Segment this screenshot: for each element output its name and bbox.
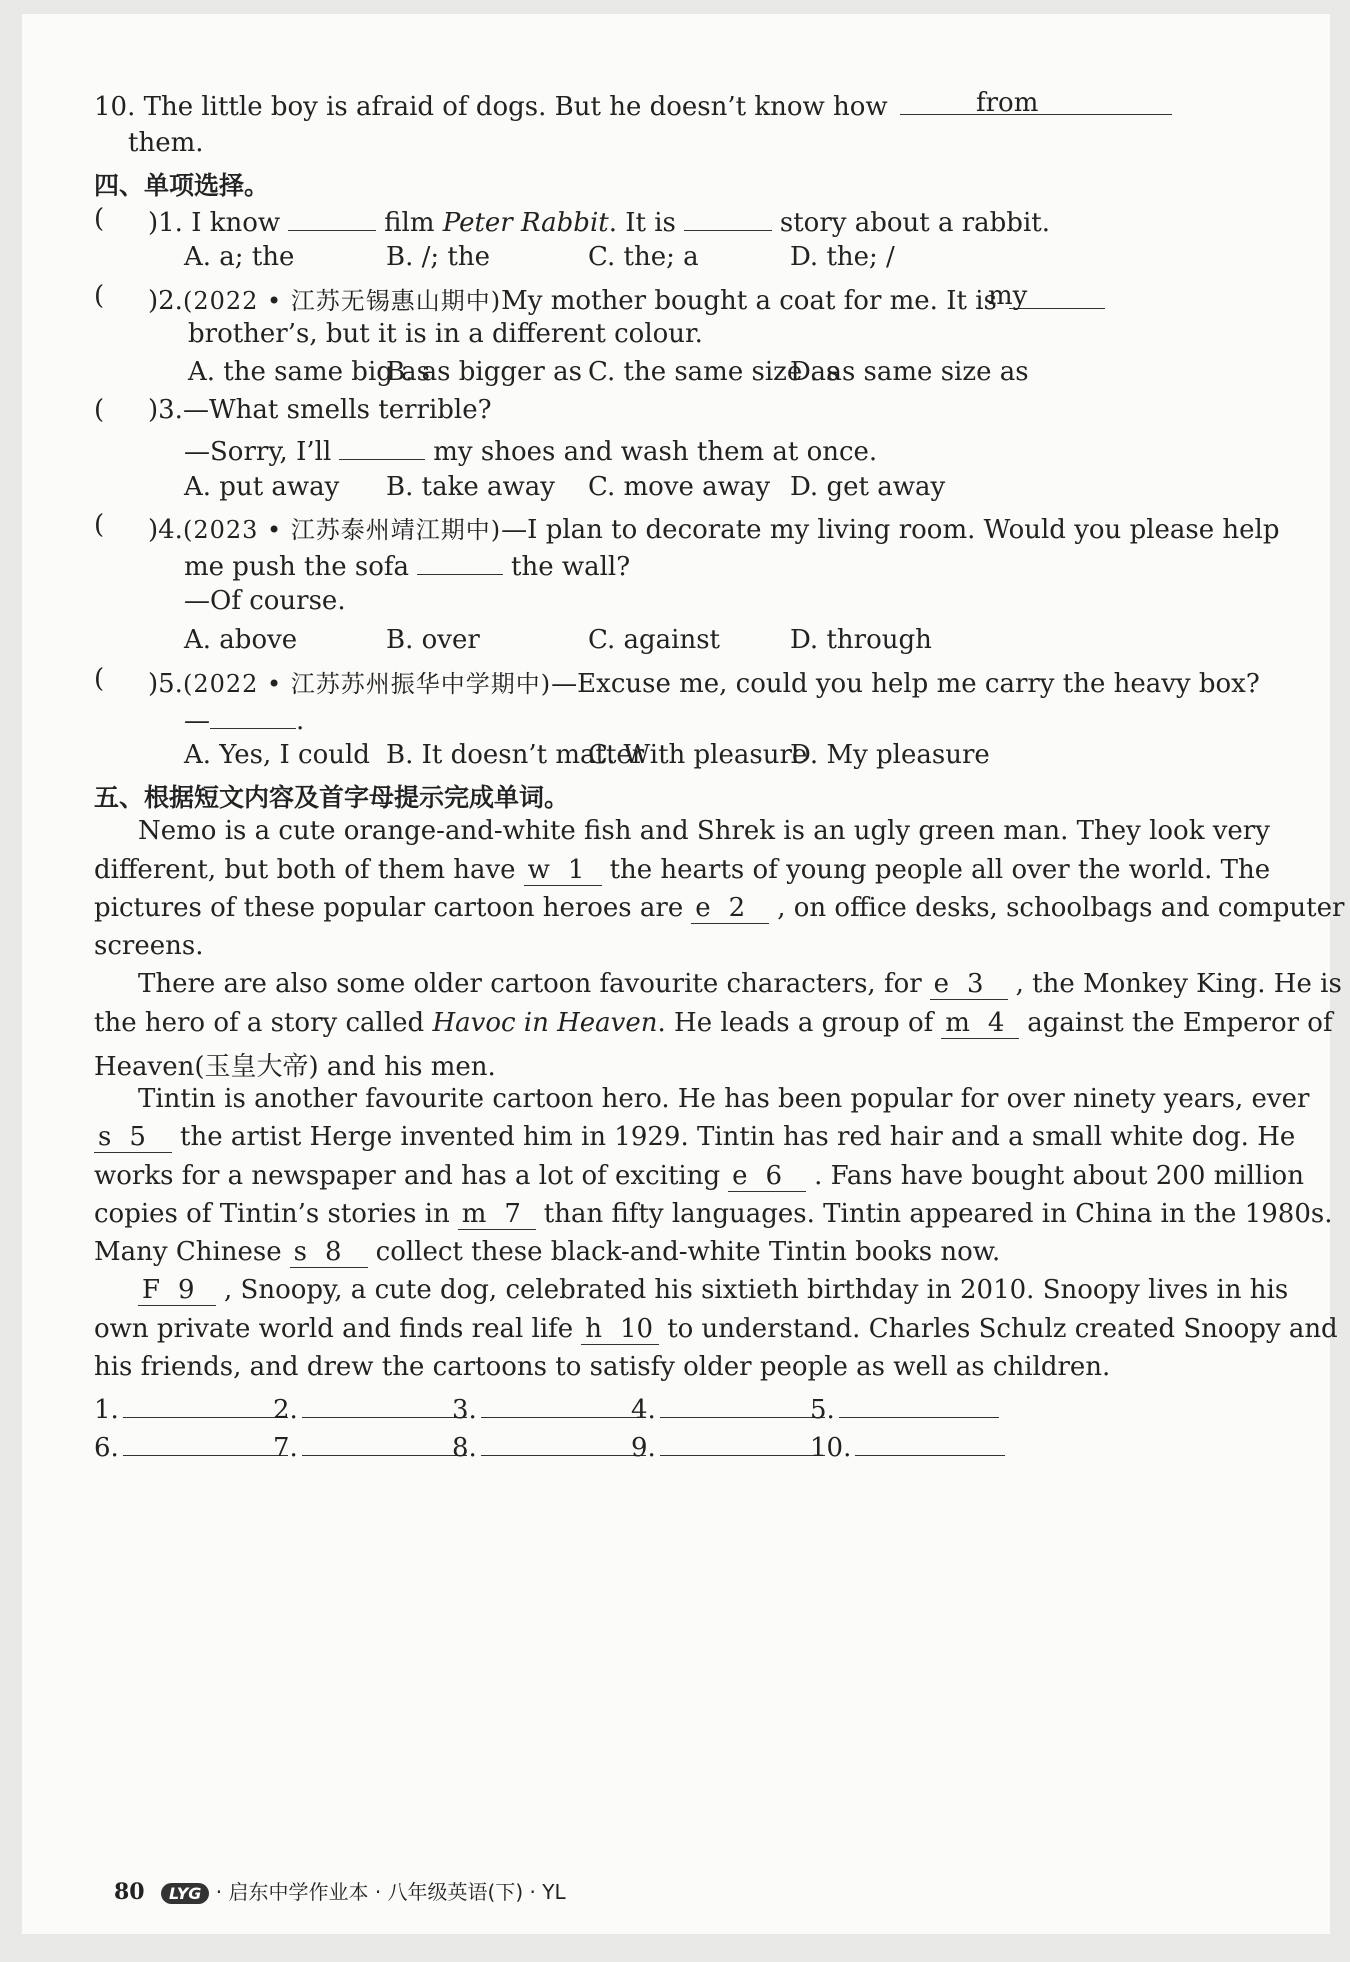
- q2-source: (2022 • 江苏无锡惠山期中): [182, 287, 502, 315]
- page-footer: [114, 1876, 566, 1905]
- answer-2[interactable]: 2.: [273, 1391, 467, 1425]
- p3-line-4: copies of Tintin’s stories in m 7 than fifty languages. Tintin appeared in China in the 1980s.: [94, 1199, 1333, 1229]
- q5-stem-2: — .: [184, 702, 304, 736]
- q1-option-c[interactable]: C. the; a: [588, 242, 699, 272]
- q5-paren[interactable]: (: [94, 664, 105, 694]
- q3-blank[interactable]: [339, 433, 425, 460]
- section5-heading: 五、根据短文内容及首字母提示完成单词。: [94, 783, 570, 812]
- q3-paren[interactable]: (: [94, 395, 105, 425]
- p1-line-2: different, but both of them have w 1 the hearts of young people all over the world. The: [94, 855, 1271, 885]
- q4-blank[interactable]: [417, 548, 503, 575]
- q2-stem: )2.(2022 • 江苏无锡惠山期中)My mother bought a coat for me. It is: [148, 281, 1113, 316]
- q2-option-c[interactable]: C. the same size as: [588, 357, 840, 387]
- q10-text: 10. The little boy is afraid of dogs. But he doesn’t know how: [94, 92, 888, 122]
- answer-3[interactable]: 3.: [452, 1391, 646, 1425]
- q4-stem-2: me push the sofa the wall?: [184, 548, 630, 582]
- q1-option-b[interactable]: B. /; the: [386, 242, 490, 272]
- p2-line-1: There are also some older cartoon favourite characters, for e 3 , the Monkey King. He is: [138, 969, 1342, 999]
- answer-10[interactable]: 10.: [810, 1429, 1005, 1463]
- q4-stem: )4.(2023 • 江苏泰州靖江期中)—I plan to decorate my living room. Would you please help: [148, 515, 1280, 545]
- q5-option-b[interactable]: B. It doesn’t matter: [386, 740, 645, 770]
- q1-option-d[interactable]: D. the; /: [790, 242, 895, 272]
- q1-paren[interactable]: (: [94, 204, 105, 234]
- q4-response: —Of course.: [184, 586, 346, 616]
- q5-option-d[interactable]: D. My pleasure: [790, 740, 990, 770]
- p3-line-5: Many Chinese s 8 collect these black-and-white Tintin books now.: [94, 1237, 1001, 1267]
- p4-line-1: F 9 , Snoopy, a cute dog, celebrated his sixtieth birthday in 2010. Snoopy lives in his: [138, 1275, 1288, 1306]
- answer-9[interactable]: 9.: [631, 1429, 825, 1463]
- q2-my: my: [988, 281, 1028, 311]
- q2-option-d[interactable]: D. as same size as: [790, 357, 1029, 387]
- q2-paren[interactable]: (: [94, 281, 105, 311]
- footer-text: · 启东中学作业本 · 八年级英语(下) · YL: [215, 1880, 566, 1904]
- answer-6[interactable]: 6.: [94, 1429, 288, 1463]
- p1-line-3: pictures of these popular cartoon heroes are e 2 , on office desks, schoolbags and computer: [94, 893, 1345, 923]
- q3-option-c[interactable]: C. move away: [588, 472, 771, 502]
- p1-line-1: Nemo is a cute orange-and-white fish and Shrek is an ugly green man. They look very: [138, 816, 1270, 846]
- q4-option-a[interactable]: A. above: [184, 625, 298, 655]
- p3-line-3: works for a newspaper and has a lot of exciting e 6 . Fans have bought about 200 million: [94, 1161, 1304, 1191]
- q2-option-a[interactable]: A. the same big as: [188, 357, 431, 387]
- q10-from: from: [976, 88, 1039, 118]
- q3-option-b[interactable]: B. take away: [386, 472, 555, 502]
- p2-line-3: Heaven(玉皇大帝) and his men.: [94, 1052, 496, 1082]
- section4-heading: 四、单项选择。: [94, 171, 270, 200]
- page-number: 80: [114, 1879, 145, 1905]
- blank-1[interactable]: w 1: [524, 855, 602, 886]
- q5-source: (2022 • 江苏苏州振华中学期中): [182, 670, 552, 698]
- p4-line-3: his friends, and drew the cartoons to satisfy older people as well as children.: [94, 1352, 1111, 1382]
- q1-blank-2[interactable]: [684, 204, 772, 231]
- q4-option-d[interactable]: D. through: [790, 625, 932, 655]
- q1-option-a[interactable]: A. a; the: [184, 242, 295, 272]
- q3-stem-2: —Sorry, I’ll my shoes and wash them at once.: [184, 433, 877, 467]
- q5-option-a[interactable]: A. Yes, I could: [184, 740, 370, 770]
- q1-blank-1[interactable]: [288, 204, 376, 231]
- answer-7[interactable]: 7.: [273, 1429, 467, 1463]
- q10-them: them.: [128, 128, 204, 158]
- blank-10[interactable]: h 10: [581, 1314, 659, 1345]
- blank-4[interactable]: m 4: [941, 1008, 1019, 1039]
- lyg-badge: LYG: [161, 1883, 209, 1904]
- q1-stem: )1. I know film Peter Rabbit. It is story about a rabbit.: [148, 204, 1050, 238]
- q5-stem: )5.(2022 • 江苏苏州振华中学期中)—Excuse me, could you help me carry the heavy box?: [148, 669, 1260, 699]
- q4-option-b[interactable]: B. over: [386, 625, 480, 655]
- q4-paren[interactable]: (: [94, 510, 105, 540]
- p3-line-2: s 5 the artist Herge invented him in 1929. Tintin has red hair and a small white dog. He: [94, 1122, 1295, 1153]
- answer-4[interactable]: 4.: [631, 1391, 825, 1425]
- blank-7[interactable]: m 7: [458, 1199, 536, 1230]
- q2-stem-2: brother’s, but it is in a different colour.: [188, 319, 703, 349]
- p2-line-2: the hero of a story called Havoc in Heaven. He leads a group of m 4 against the Emperor of: [94, 1008, 1333, 1038]
- p4-line-2: own private world and finds real life h 10 to understand. Charles Schulz created Snoopy and: [94, 1314, 1338, 1344]
- q3-stem: )3.—What smells terrible?: [148, 395, 492, 425]
- answer-1[interactable]: 1.: [94, 1391, 288, 1425]
- blank-6[interactable]: e 6: [728, 1161, 806, 1192]
- p1-line-4: screens.: [94, 931, 204, 961]
- answer-5[interactable]: 5.: [810, 1391, 999, 1425]
- q2-option-b[interactable]: B. as bigger as: [386, 357, 582, 387]
- q4-source: (2023 • 江苏泰州靖江期中): [182, 516, 502, 544]
- blank-9[interactable]: F 9: [138, 1275, 216, 1306]
- blank-3[interactable]: e 3: [930, 969, 1008, 1000]
- answer-8[interactable]: 8.: [452, 1429, 646, 1463]
- q5-blank[interactable]: [210, 702, 296, 729]
- blank-2[interactable]: e 2: [691, 893, 769, 924]
- q5-option-c[interactable]: C. With pleasure: [588, 740, 808, 770]
- worksheet-page: [22, 14, 1345, 1934]
- blank-5[interactable]: s 5: [94, 1122, 172, 1153]
- blank-8[interactable]: s 8: [290, 1237, 368, 1268]
- q4-option-c[interactable]: C. against: [588, 625, 720, 655]
- q3-option-a[interactable]: A. put away: [184, 472, 340, 502]
- q3-option-d[interactable]: D. get away: [790, 472, 946, 502]
- p3-line-1: Tintin is another favourite cartoon hero. He has been popular for over ninety years, ever: [138, 1084, 1310, 1114]
